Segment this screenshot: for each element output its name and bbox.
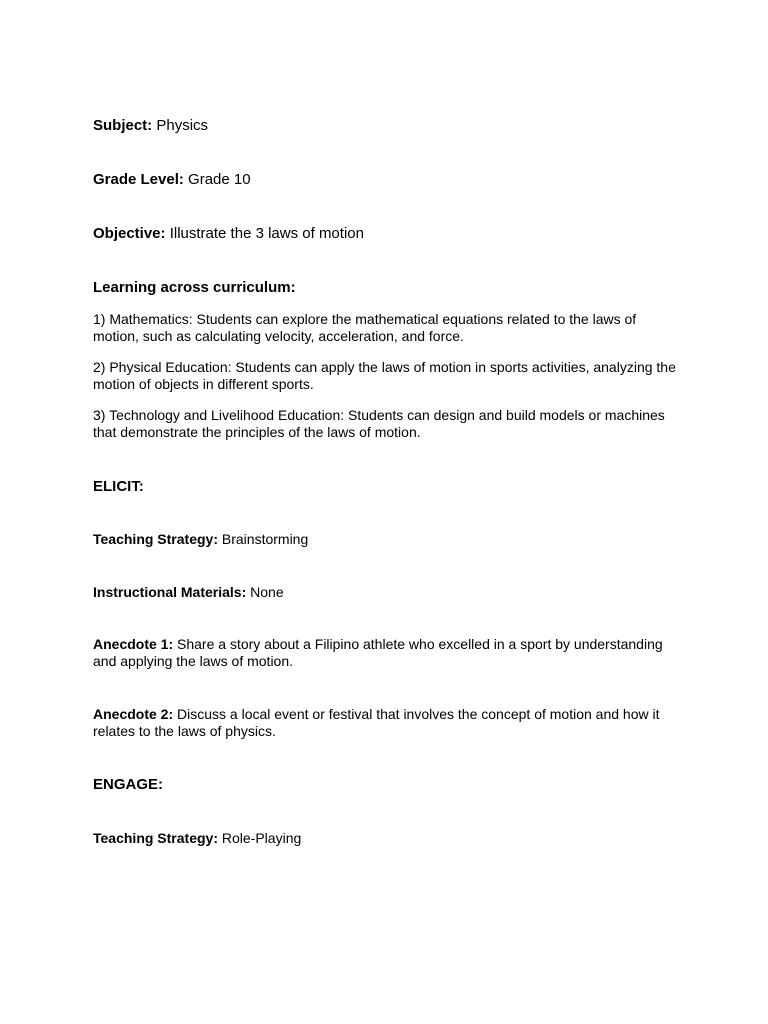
anecdote-1-text: Share a story about a Filipino athlete who excelled in a sport by understanding and applying the laws of motion. [93,636,663,669]
elicit-teaching-strategy-label: Teaching Strategy: [93,531,218,547]
instructional-materials-label: Instructional Materials: [93,584,247,600]
curriculum-item-3: 3) Technology and Livelihood Education: Students can design and build models or machines that demonstrate the principles of the laws of motion. [93,407,665,440]
learning-across-curriculum-heading: Learning across curriculum: [93,279,296,296]
instructional-materials-value: None [250,584,284,600]
grade-level-label: Grade Level: [93,171,184,188]
subject-line [93,117,693,135]
elicit-teaching-strategy-line [93,531,693,548]
objective-value: Illustrate the 3 laws of motion [169,225,364,242]
subject-value: Physics [156,117,209,134]
engage-teaching-strategy-line [93,830,693,847]
subject-label: Subject: [93,117,153,134]
grade-level-line [93,171,693,189]
elicit-teaching-strategy-value: Brainstorming [221,531,309,547]
engage-teaching-strategy-label: Teaching Strategy: [93,830,218,846]
instructional-materials-line [93,584,693,601]
objective-line [93,225,693,243]
grade-level-value: Grade 10 [188,171,251,188]
objective-label: Objective: [93,225,166,242]
anecdote-1-label: Anecdote 1: [93,636,174,652]
engage-heading: ENGAGE: [93,776,164,793]
curriculum-item-2: 2) Physical Education: Students can apply the laws of motion in sports activities, analyzing the motion of objects in different sports. [93,359,676,392]
engage-teaching-strategy-value: Role-Playing [221,830,302,846]
anecdote-2-text: Discuss a local event or festival that involves the concept of motion and how it relates to the laws of physics. [93,706,660,739]
anecdote-2 [93,706,683,740]
curriculum-item-1: 1) Mathematics: Students can explore the mathematical equations related to the laws of motion, such as calculating velocity, acceleration, and force. [93,311,637,344]
anecdote-2-label: Anecdote 2: [93,706,174,722]
elicit-heading: ELICIT: [93,478,144,495]
anecdote-1 [93,636,683,670]
